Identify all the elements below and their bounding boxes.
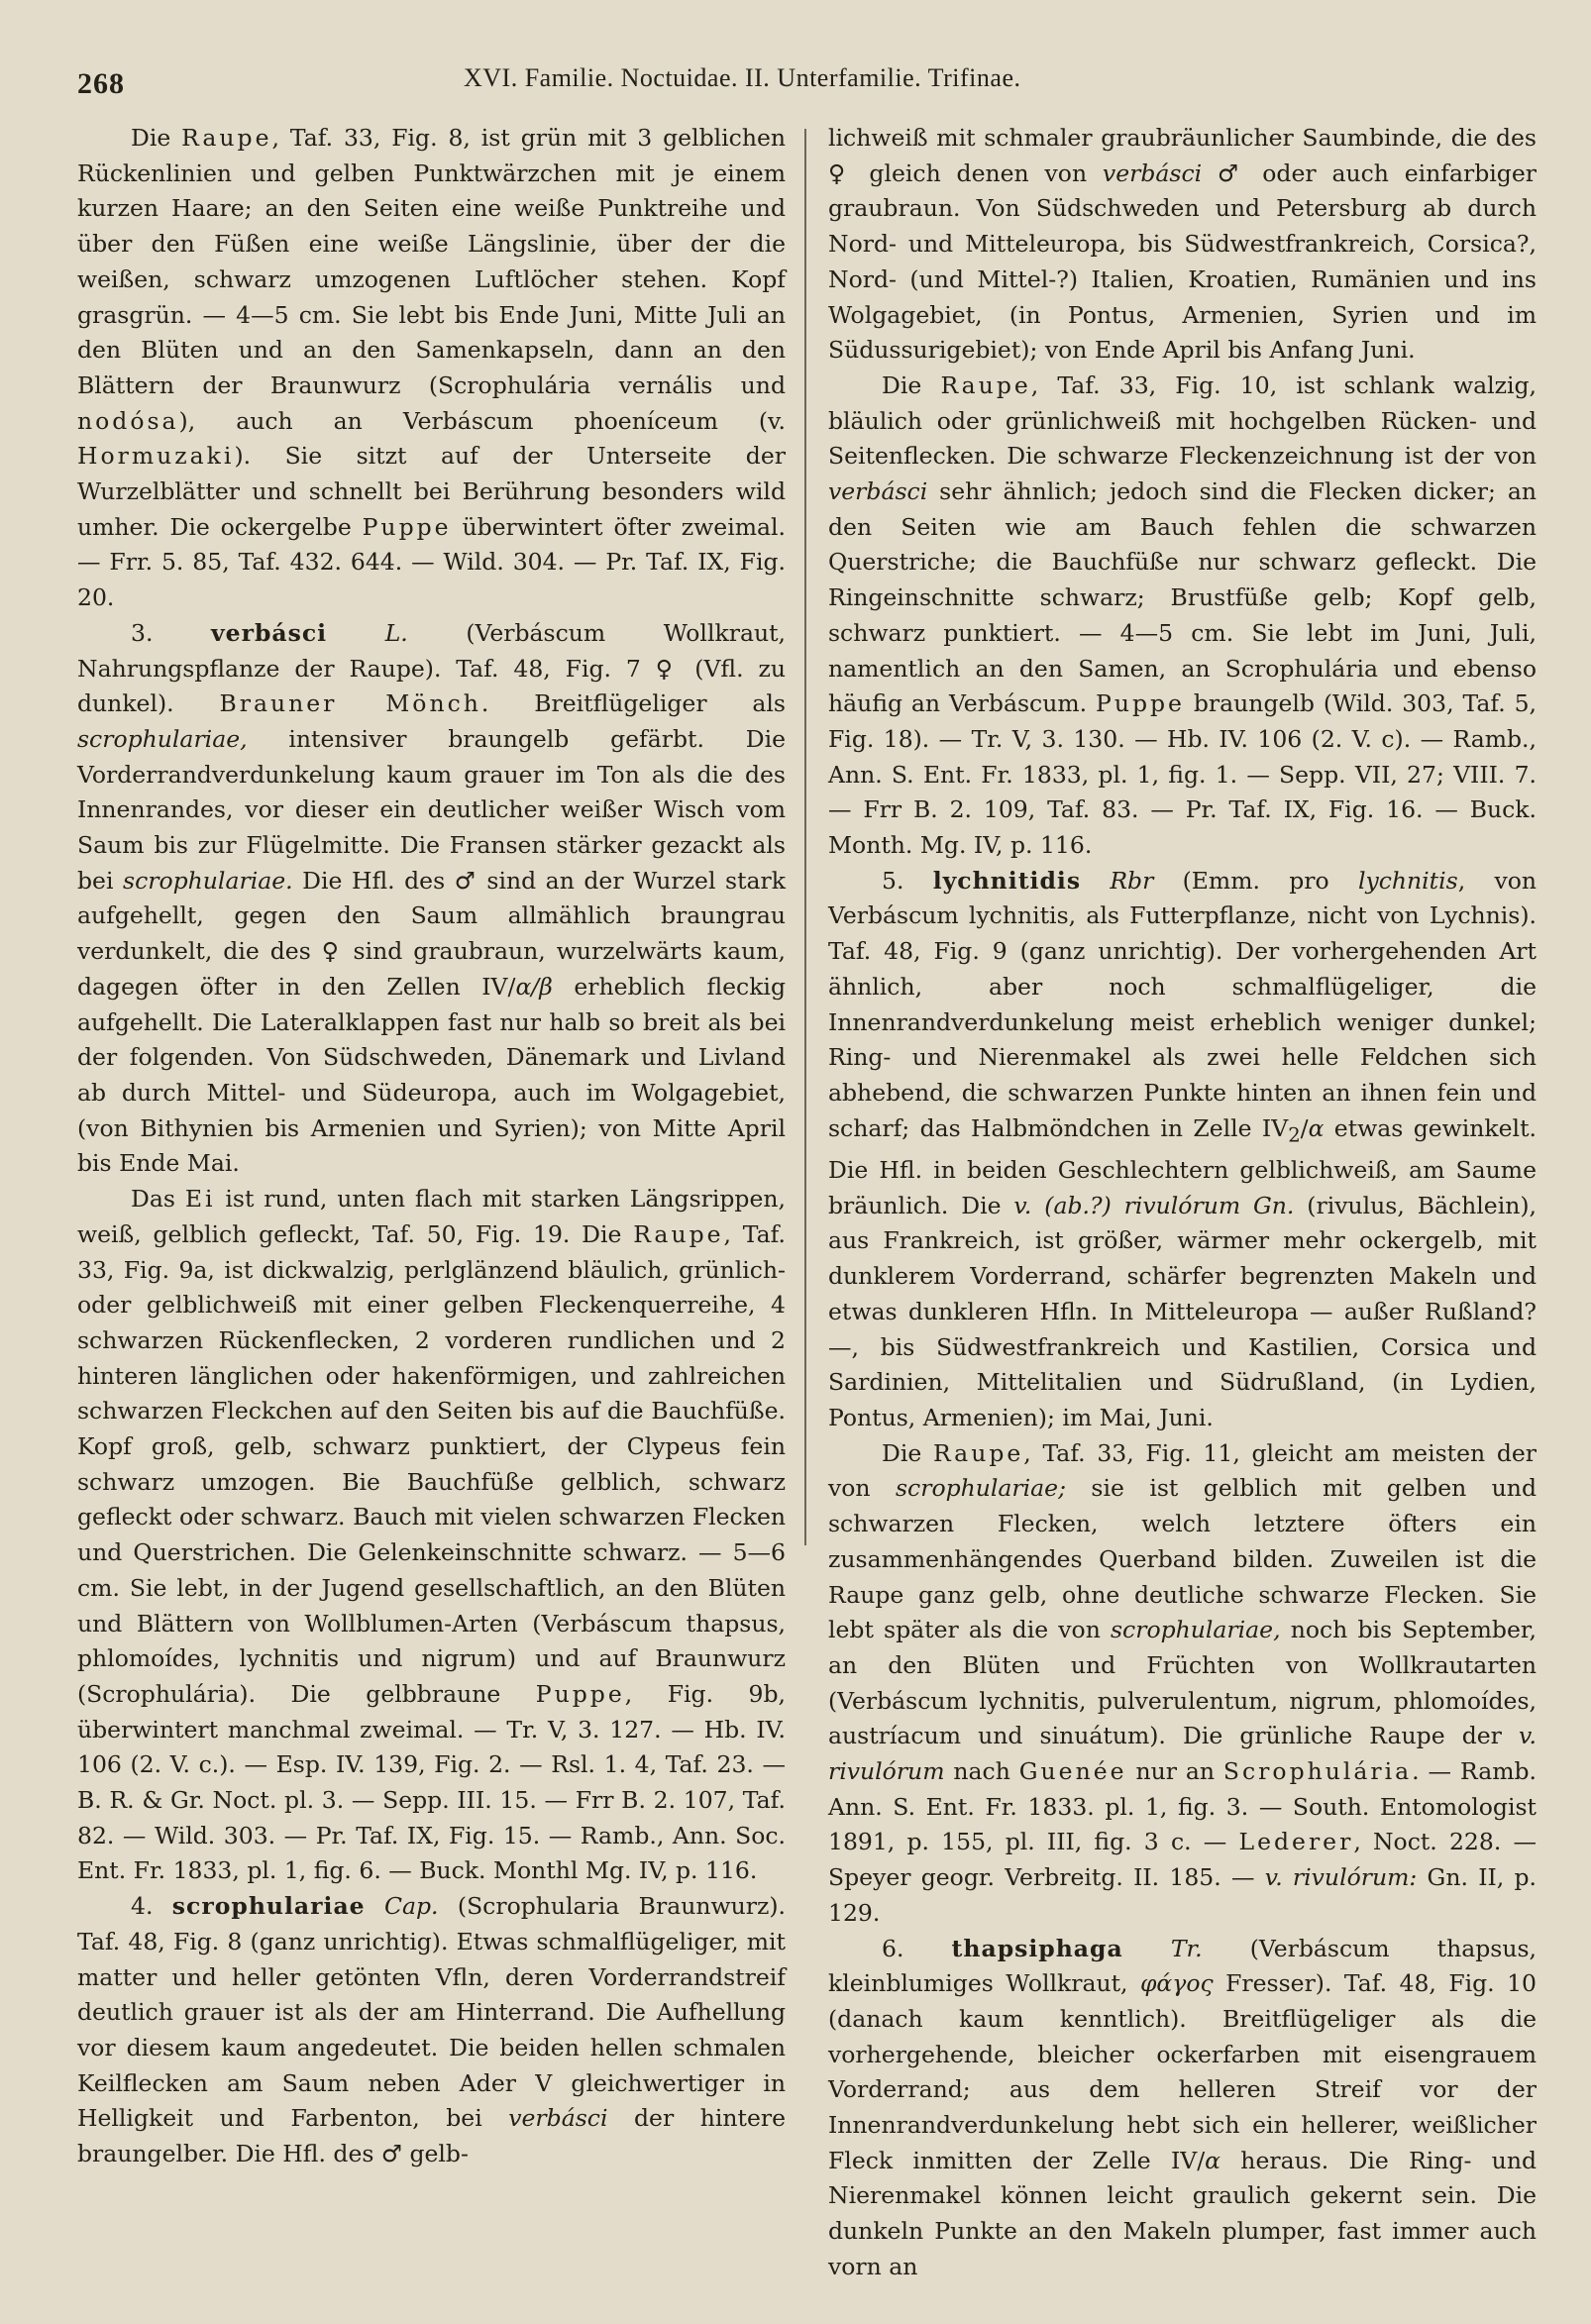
paragraph-raupe-scrophulariae: Die Raupe, Taf. 33, Fig. 10, ist schlank walzig, bläulich oder grünlichweiß mit hochgelben Rücken- und Seitenflecken. Die schwarze Fleckenzeichnung ist der von verbásci sehr ähnlich; jedoch sind die Flecken dicker; an den Seiten wie am Bauch fehlen die schwarzen Querstriche; die Bauchfüße nur schwarz gefleckt. Die Ringeinschnitte schwarz; Brustfüße gelb; Kopf gelb, schwarz punktiert. — 4—5 cm. Sie lebt im Juni, Juli, namentlich an den Samen, an Scrophulária und ebenso häufig an Verbáscum. Puppe braungelb (Wild. 303, Taf. 5, Fig. 18). — Tr. V, 3. 130. — Hb. IV. 106 (2. V. c). — Ramb., Ann. S. Ent. Fr. 1833, pl. 1, fig. 1. — Sepp. VII, 27; VIII. 7. — Frr B. 2. 109, Taf. 83. — Pr. Taf. IX, Fig. 16. — Buck. Month. Mg. IV, p. 116. — [828, 370, 1538, 860]
paragraph-raupe-description: Die Raupe, Taf. 33, Fig. 8, ist grün mit 3 gelblichen Rückenlinien und gelben Punktwärzchen mit je einem kurzen Haare; an den Seiten eine weiße Punktreihe und über den Füßen eine weiße Längslinie, über der die weißen, schwarz umzogenen Luftlöcher stehen. Kopf grasgrün. — 4—5 cm. Sie lebt bis Ende Juni, Mitte Juli an den Blüten und an den Samenkapseln, dann an den Blättern der Braunwurz (Scrophulária vernális und nodósa), auch an Verbáscum phoeníceum (v. Hormuzaki). Sie sitzt auf der Unterseite der Wurzelblätter und schnellt bei Berührung besonders wild umher. Die ockergelbe Puppe überwintert öfter zweimal. — Frr. 5. 85, Taf. 432. 644. — Wild. 304. — Pr. Taf. IX, Fig. 20. — [77, 124, 787, 612]
paragraph-ei-raupe-verbasci: Das Ei ist rund, unten flach mit starken Längsrippen, weiß, gelblich gefleckt, Taf. 50, Fig. 19. Die Raupe, Taf. 33, Fig. 9a, ist dickwalzig, perlglänzend bläulich, grünlich- oder gelblichweiß mit einer gelben Fleckenquerreihe, 4 schwarzen Rückenflecken, 2 vorderen rundlichen und 2 hinteren länglichen oder hakenförmigen, und zahlreichen schwarzen Fleckchen auf den Seiten bis auf die Bauchfüße. Kopf groß, gelb, schwarz punktiert, der Clypeus fein schwarz umzogen. Bie Bauchfüße gelblich, schwarz gefleckt oder schwarz. Bauch mit vielen schwarzen Flecken und Querstrichen. Die Gelenkeinschnitte schwarz. — 5—6 cm. Sie lebt, in der Jugend gesellschaftlich, an den Blüten und Blättern von Wollblumen-Arten (Verbáscum thapsus, phlomoídes, lychnitis und nigrum) und auf Braunwurz (Scrophulária). Die gelbbraune Puppe, Fig. 9b, überwintert manchmal zweimal. — Tr. V, 3. 127. — Hb. IV. 106 (2. V. c.). — Esp. IV. 139, Fig. 2. — Rsl. 1. 4, Taf. 23. — B. R. & Gr. Noct. pl. 3. — Sepp. III. 15. — Frr B. 2. 107, Taf. 82. — Wild. 303. — Pr. Taf. IX, Fig. 15. — Ramb., Ann. Soc. Ent. Fr. 1833, pl. 1, fig. 6. — Buck. Monthl Mg. IV, p. 116. — [77, 1185, 786, 1885]
species-entry-thapsiphaga: 6. thapsiphaga Tr. (Verbáscum thapsus, kleinblumiges Wollkraut, φάγος Fresser). Taf. 48, Fig. 10 (danach kaum kenntlich). Breitflügeliger als die vorhergehende, bleicher ockerfarben mit eisengrauem Vorderrand; aus dem helleren Streif vor der Innenrandverdunkelung hebt sich ein hellerer, weißlicher Fleck inmitten der Zelle IV/α heraus. Die Ring- und Nierenmakel können leicht graulich gekernt sein. Die dunkeln Punkte an den Makeln plumper, fast immer auch vorn an — [828, 1934, 1537, 2280]
right-column — [828, 121, 1537, 2300]
running-header — [77, 55, 1543, 99]
paragraph-raupe-lychnitidis: Die Raupe, Taf. 33, Fig. 11, gleicht am meisten der von scrophulariae; sie ist gelblich mit gelben und schwarzen Flecken, welch letztere öfters ein zusammenhängendes Querband bilden. Zuweilen ist die Raupe ganz gelb, ohne deutliche schwarze Flecken. Sie lebt später als die von scrophulariae, noch bis September, an den Blüten und Früchten von Wollkrautarten (Verbáscum lychnitis, pulverulentum, nigrum, phlomoídes, austríacum und sinuátum). Die grünliche Raupe der v. rivulórum nach Guenée nur an Scrophulária. — Ramb. Ann. S. Ent. Fr. 1833. pl. 1, fig. 3. — South. Entomologist 1891, p. 155, pl. III, fig. 3 c. — Lederer, Noct. 228. — Speyer geogr. Verbreitg. II. 185. — v. rivulórum: Gn. II, p. 129. — [828, 1438, 1538, 1927]
species-entry-verbasci: 3. verbásci L. (Verbáscum Wollkraut, Nahrungspflanze der Raupe). Taf. 48, Fig. 7 ♀ (Vfl. zu dunkel). Brauner Mönch. Breitflügeliger als scrophulariae, intensiver braungelb gefärbt. Die Vorderrandverdunkelung kaum grauer im Ton als die des Innenrandes, vor dieser ein deutlicher weißer Wisch vom Saum bis zur Flügelmitte. Die Fransen stärker gezackt als bei scrophulariae. Die Hfl. des ♂ sind an der Wurzel stark aufgehellt, gegen den Saum allmählich braungrau verdunkelt, die des ♀ sind graubraun, wurzelwärts kaum, dagegen öfter in den Zellen IV/α/β erheblich fleckig aufgehellt. Die Lateralklappen fast nur halb so breit als bei der folgenden. Von Südschweden, Dänemark und Livland ab durch Mittel- und Südeuropa, auch im Wolgagebiet, (von Bithynien bis Armenien und Syrien); von Mitte April bis Ende Mai. — [77, 618, 787, 1178]
species-entry-lychnitidis: 5. lychnitidis Rbr (Emm. pro lychnitis, von Verbáscum lychnitis, als Futterpflanze, nicht von Lychnis). Taf. 48, Fig. 9 (ganz unrichtig). Der vorhergehenden Art ähnlich, aber noch schmalflügeliger, die Innenrandverdunkelung meist erheblich weniger dunkel; Ring- und Nierenmakel als zwei helle Feldchen sich abhebend, die schwarzen Punkte hinten an ihnen fein und scharf; das Halbmöndchen in Zelle $IV_2/\alpha$ etwas gewinkelt. Die Hfl. in beiden Geschlechtern gelblichweiß, am Saume bräunlich. Die v. (ab.?) rivulórum Gn. (rivulus, Bächlein), aus Frankreich, ist größer, wärmer mehr ockergelb, mit dunklerem Vorderrand, schärfer begrenzten Makeln und etwas dunkleren Hfln. In Mitteleuropa — außer Rußland? —, bis Südwestfrankreich und Kastilien, Corsica und Sardinien, Mittelitalien und Südrußland, (in Lydien, Pontus, Armenien); im Mai, Juni. — [828, 866, 1537, 1431]
column-divider — [804, 129, 806, 1545]
page-number: 268 — [77, 67, 125, 100]
left-column — [77, 121, 786, 2300]
species-entry-scrophulariae: 4. scrophulariae Cap. (Scrophularia Braunwurz). Taf. 48, Fig. 8 (ganz unrichtig). Etwas schmalflügeliger, mit matter und heller getönten Vfln, deren Vorderrandstreif deutlich grauer ist als der am Hinterrand. Die Aufhellung vor diesem kaum angedeutet. Die beiden hellen schmalen Keilflecken am Saum neben Ader V gleichwertiger in Helligkeit und Farbenton, bei verbásci der hintere braungelber. Die Hfl. des ♂ gelb- — [77, 1892, 786, 2168]
running-title: XVI. Familie. Noctuidae. II. Unterfamilie. Trifinae. — [464, 63, 1021, 92]
paragraph-scrophulariae-continued: lichweiß mit schmaler graubräunlicher Saumbinde, die des ♀ gleich denen von verbásci ♂ oder auch einfarbiger graubraun. Von Südschweden und Petersburg ab durch Nord- und Mitteleuropa, bis Südwestfrankreich, Corsica?, Nord- (und Mittel-?) Italien, Kroatien, Rumänien und ins Wolgagebiet, (in Pontus, Armenien, Syrien und im Südussurigebiet); von Ende April bis Anfang Juni. — [828, 124, 1537, 365]
